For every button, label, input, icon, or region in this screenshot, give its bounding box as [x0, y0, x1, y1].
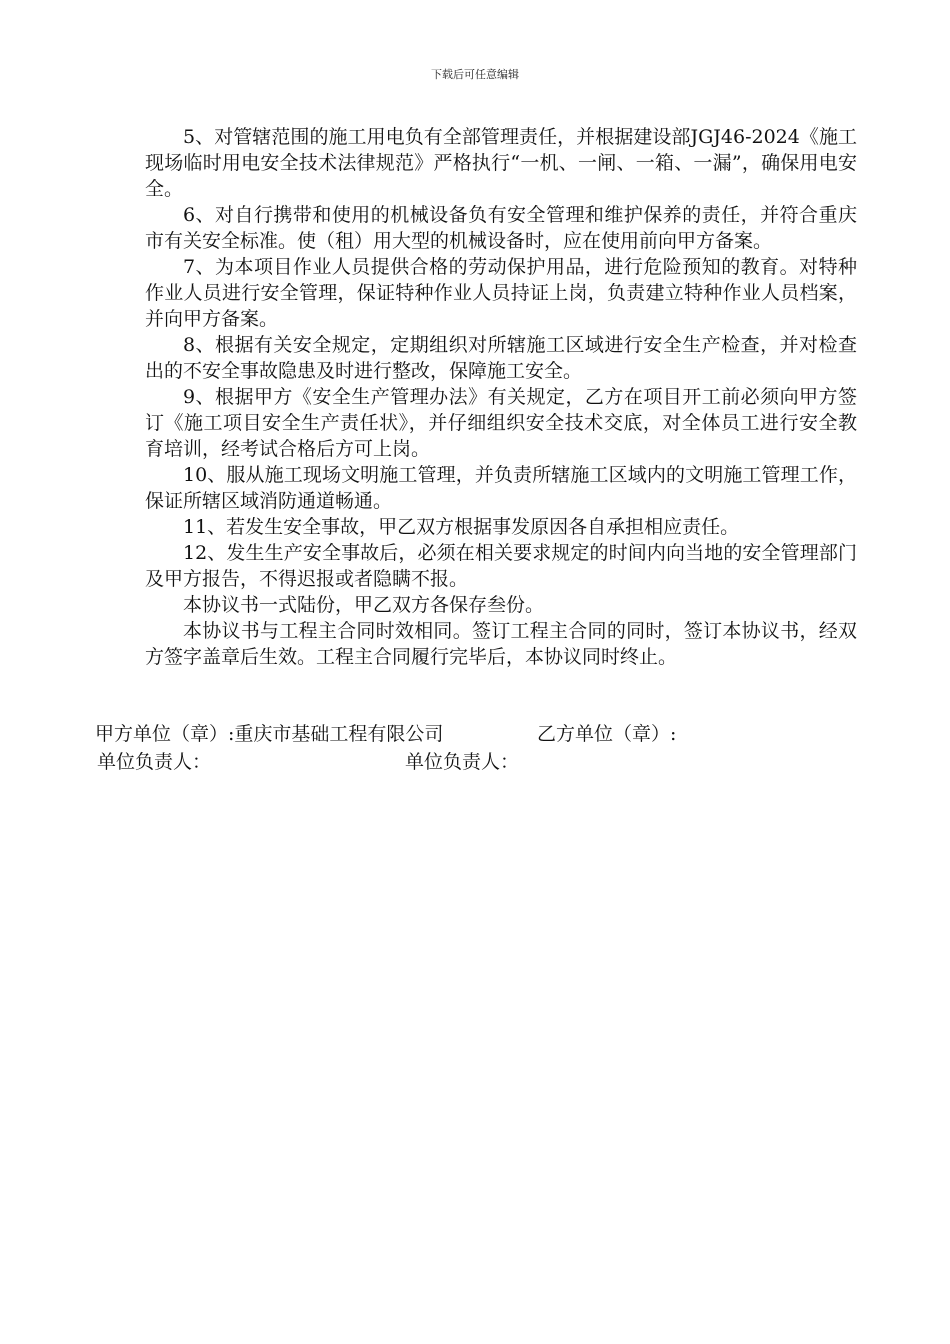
- party-b-leader: 单位负责人：: [405, 751, 520, 773]
- validity-statement: 本协议书与工程主合同时效相同。签订工程主合同的同时，签订本协议书，经双方签字盖章后生效。工程主合同履行完毕后，本协议同时终止。: [145, 620, 857, 668]
- clause-7: 7、为本项目作业人员提供合格的劳动保护用品，进行危险预知的教育。对特种作业人员进行安全管理，保证特种作业人员持证上岗，负责建立特种作业人员档案，并向甲方备案。: [145, 256, 857, 330]
- clause-9: 9、根据甲方《安全生产管理办法》有关规定，乙方在项目开工前必须向甲方签订《施工项目安全生产责任状》，并仔细组织安全技术交底，对全体员工进行安全教育培训，经考试合格后方可上岗。: [145, 386, 857, 460]
- party-b-unit: 乙方单位（章）:: [537, 723, 677, 745]
- clause-10: 10、服从施工现场文明施工管理，并负责所辖施工区域内的文明施工管理工作，保证所辖区域消防通道畅通。: [145, 464, 857, 512]
- copies-statement: 本协议书一式陆份，甲乙双方各保存叁份。: [183, 594, 545, 616]
- clause-5: 5、对管辖范围的施工用电负有全部管理责任，并根据建设部JGJ46-2024《施工现场临时用电安全技术法律规范》严格执行“一机、一闸、一箱、一漏”，确保用电安全。: [145, 126, 857, 200]
- party-a-leader: 单位负责人：: [97, 751, 212, 773]
- clause-11: 11、若发生安全事故，甲乙双方根据事发原因各自承担相应责任。: [183, 516, 740, 538]
- clause-12: 12、发生生产安全事故后，必须在相关要求规定的时间内向当地的安全管理部门及甲方报告，不得迟报或者隐瞒不报。: [145, 542, 857, 590]
- header-note: 下载后可任意编辑: [431, 68, 519, 81]
- clause-6: 6、对自行携带和使用的机械设备负有安全管理和维护保养的责任，并符合重庆市有关安全标准。使（租）用大型的机械设备时，应在使用前向甲方备案。: [145, 204, 857, 252]
- clause-8: 8、根据有关安全规定，定期组织对所辖施工区域进行安全生产检查，并对检查出的不安全事故隐患及时进行整改，保障施工安全。: [145, 334, 857, 382]
- agreement-body: [145, 124, 857, 670]
- party-a-unit: 甲方单位（章）:重庆市基础工程有限公司: [95, 723, 444, 745]
